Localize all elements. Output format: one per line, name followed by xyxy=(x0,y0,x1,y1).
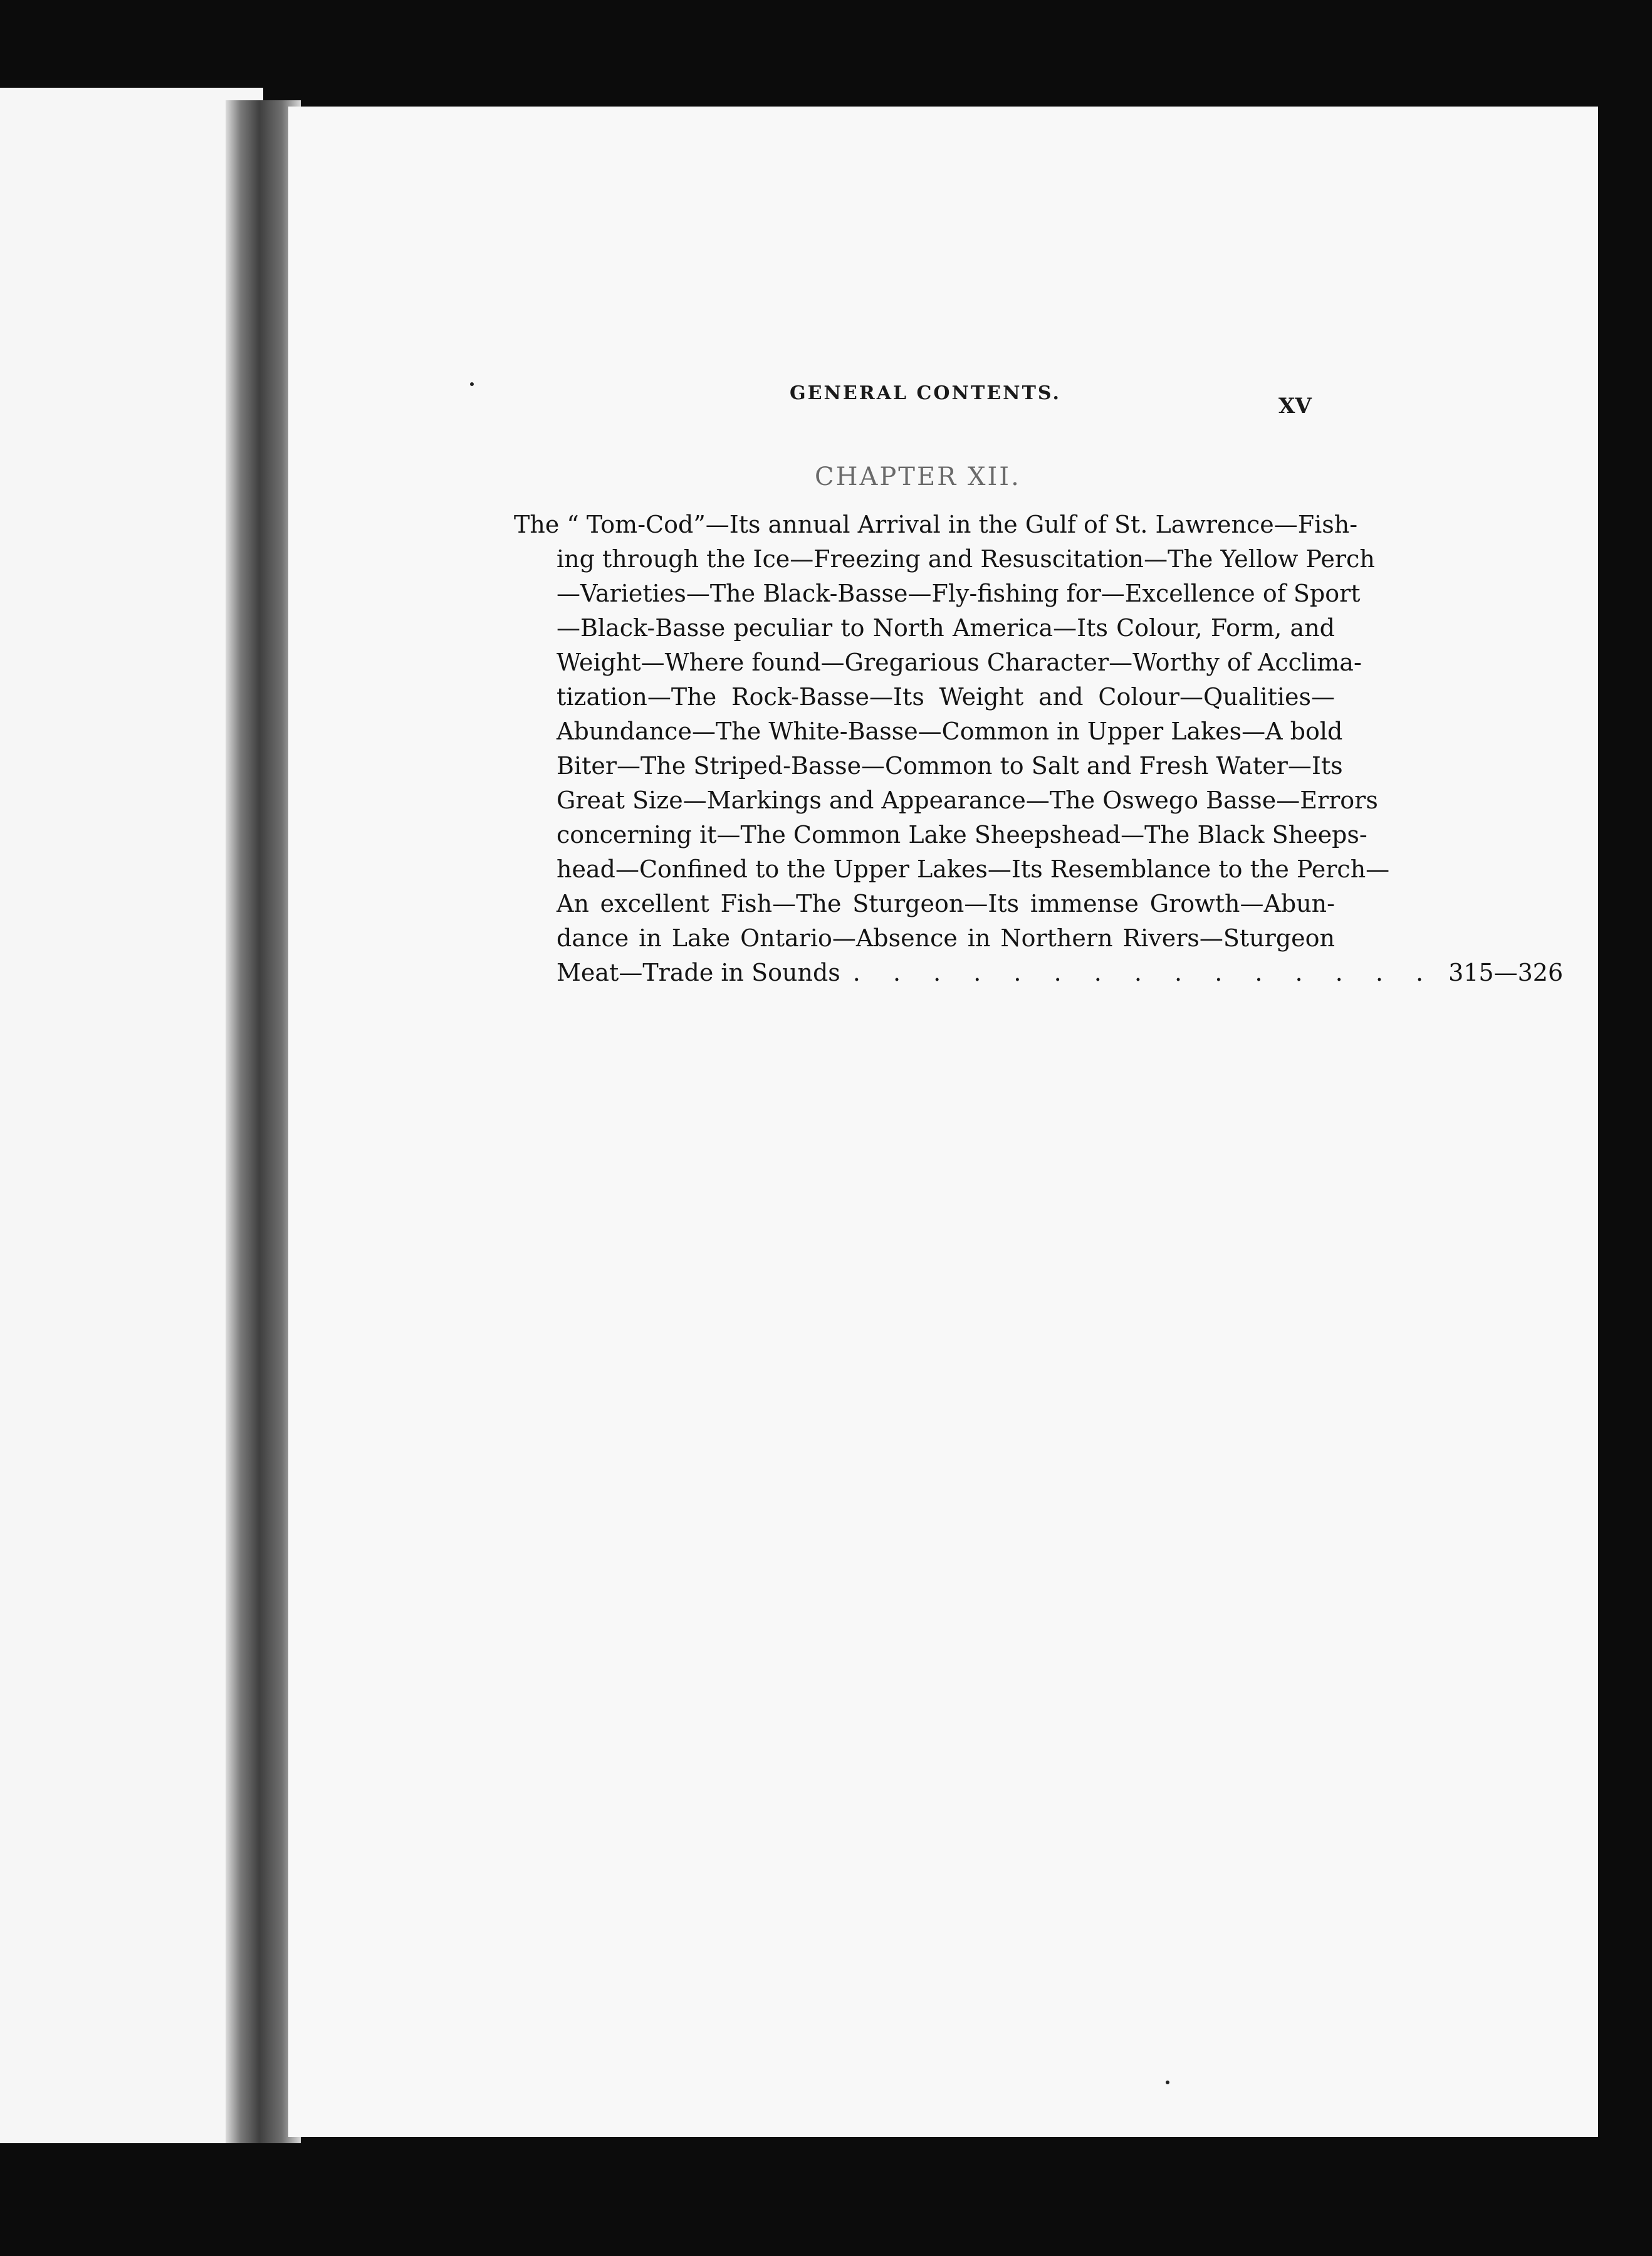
contents-final-line xyxy=(514,956,1564,990)
contents-line: —Black-Basse peculiar to North America—Its Colour, Form, and xyxy=(557,614,1335,642)
facing-page xyxy=(0,88,263,2143)
contents-line: Great Size—Markings and Appearance—The Oswego Basse—Errors xyxy=(557,786,1378,814)
contents-line: —Varieties—The Black-Basse—Fly-fishing for—Excellence of Sport xyxy=(557,580,1361,607)
running-head: GENERAL CONTENTS. xyxy=(790,382,1061,404)
dot-leader: . . . . . . . . . . . . . . . xyxy=(852,959,1436,986)
contents-line: tization—The Rock-Basse—Its Weight and Colour—Qualities— xyxy=(557,683,1335,711)
contents-line: Abundance—The White-Basse—Common in Upper Lakes—A bold xyxy=(557,718,1343,745)
ink-speck xyxy=(470,382,474,386)
contents-line: concerning it—The Common Lake Sheepshead—The Black Sheeps- xyxy=(557,821,1367,849)
page xyxy=(288,107,1598,2137)
page-number: XV xyxy=(1278,394,1312,419)
chapter-heading: CHAPTER XII. xyxy=(815,462,1021,491)
page-range: 315—326 xyxy=(1448,959,1564,986)
final-line-text: Meat—Trade in Sounds xyxy=(557,959,840,986)
contents-line: Weight—Where found—Gregarious Character—Worthy of Acclima- xyxy=(557,649,1362,676)
contents-line: head—Confined to the Upper Lakes—Its Resemblance to the Perch— xyxy=(557,855,1390,883)
contents-line: Biter—The Striped-Basse—Common to Salt and Fresh Water—Its xyxy=(557,752,1343,780)
chapter-contents xyxy=(514,508,1564,990)
contents-line: ing through the Ice—Freezing and Resuscitation—The Yellow Perch xyxy=(557,545,1375,573)
contents-line: dance in Lake Ontario—Absence in Northern Rivers—Sturgeon xyxy=(557,924,1335,952)
contents-line: The “ Tom-Cod”—Its annual Arrival in the Gulf of St. Lawrence—Fish- xyxy=(514,511,1358,538)
ink-speck xyxy=(1166,2081,1169,2084)
contents-line: An excellent Fish—The Sturgeon—Its immense Growth—Abun- xyxy=(557,890,1335,917)
